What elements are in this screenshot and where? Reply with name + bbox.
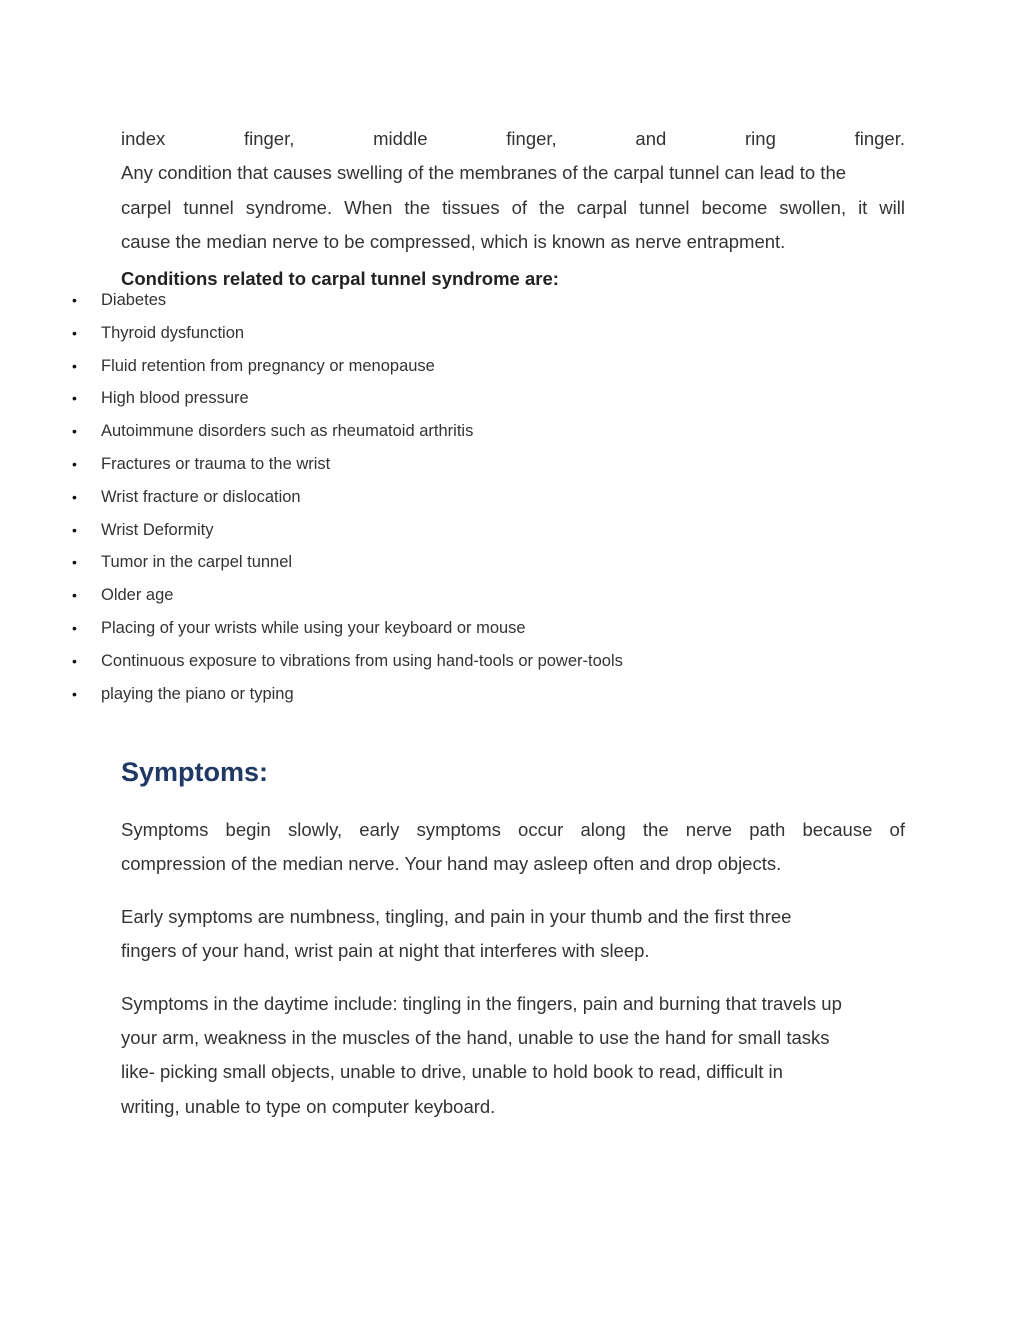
symptoms-paragraph-2-line-2: fingers of your hand, wrist pain at night that interferes with sleep. — [121, 940, 650, 961]
symptoms-paragraph-3-line-4: writing, unable to type on computer keyboard. — [121, 1096, 496, 1117]
list-item-text: Fractures or trauma to the wrist — [101, 454, 331, 473]
symptoms-heading: Symptoms: — [121, 757, 269, 787]
intro-word: ring — [745, 128, 776, 149]
intro-line-2: Any condition that causes swelling of the membranes of the carpal tunnel can lead to the — [121, 162, 847, 183]
bullet-icon: • — [72, 685, 77, 702]
bullet-icon: • — [72, 488, 77, 505]
symptoms-paragraph-3-line-2: your arm, weakness in the muscles of the hand, unable to use the hand for small tasks — [121, 1027, 830, 1048]
bullet-icon: • — [72, 652, 77, 669]
intro-word: middle — [373, 128, 428, 149]
bullet-icon: • — [72, 324, 77, 341]
intro-word: finger, — [506, 128, 557, 149]
symptoms-paragraph-1-line-2: compression of the median nerve. Your hand may asleep often and drop objects. — [121, 853, 782, 874]
list-item-text: Tumor in the carpel tunnel — [101, 553, 293, 572]
list-item-text: Older age — [101, 586, 174, 605]
list-item-text: Wrist Deformity — [101, 520, 214, 539]
conditions-heading: Conditions related to carpal tunnel syndrome are: — [121, 268, 559, 289]
list-item-text: Diabetes — [101, 291, 167, 309]
list-item-text: Fluid retention from pregnancy or menopause — [101, 356, 435, 375]
bullet-icon: • — [72, 619, 77, 636]
intro-line-3: carpel tunnel syndrome. When the tissues of the carpal tunnel become swollen, it will — [121, 197, 905, 218]
list-item-text: playing the piano or typing — [101, 684, 294, 703]
intro-word: finger, — [243, 128, 295, 149]
bullet-icon: • — [72, 357, 77, 374]
intro-word: index — [121, 128, 166, 149]
list-item-text: High blood pressure — [101, 389, 249, 408]
bullet-icon: • — [72, 455, 77, 472]
intro-word: finger. — [854, 128, 905, 149]
intro-line-4: cause the median nerve to be compressed, which is known as nerve entrapment. — [121, 231, 786, 252]
symptoms-paragraph-2-line-1: Early symptoms are numbness, tingling, and pain in your thumb and the first three — [121, 906, 792, 927]
bullet-icon: • — [72, 292, 77, 308]
symptoms-paragraph-3-line-1: Symptoms in the daytime include: tingling in the fingers, pain and burning that travels up — [121, 993, 842, 1014]
intro-word: and — [635, 128, 667, 149]
bullet-icon: • — [72, 390, 77, 407]
list-item-text: Continuous exposure to vibrations from using hand-tools or power-tools — [101, 651, 623, 670]
list-item-text: Autoimmune disorders such as rheumatoid arthritis — [101, 422, 474, 441]
bullet-icon: • — [72, 521, 77, 538]
symptoms-paragraph-3-line-3: like- picking small objects, unable to drive, unable to hold book to read, difficult in — [121, 1061, 783, 1082]
list-item-text: Wrist fracture or dislocation — [101, 487, 301, 506]
bullet-icon: • — [72, 423, 77, 440]
list-item-text: Thyroid dysfunction — [101, 323, 245, 342]
symptoms-paragraph-1-line-1: Symptoms begin slowly, early symptoms occur along the nerve path because of — [121, 819, 905, 840]
list-item-text: Placing of your wrists while using your keyboard or mouse — [101, 618, 526, 637]
bullet-icon: • — [72, 554, 77, 571]
intro-line-1 — [121, 128, 905, 150]
bullet-icon: • — [72, 587, 77, 604]
